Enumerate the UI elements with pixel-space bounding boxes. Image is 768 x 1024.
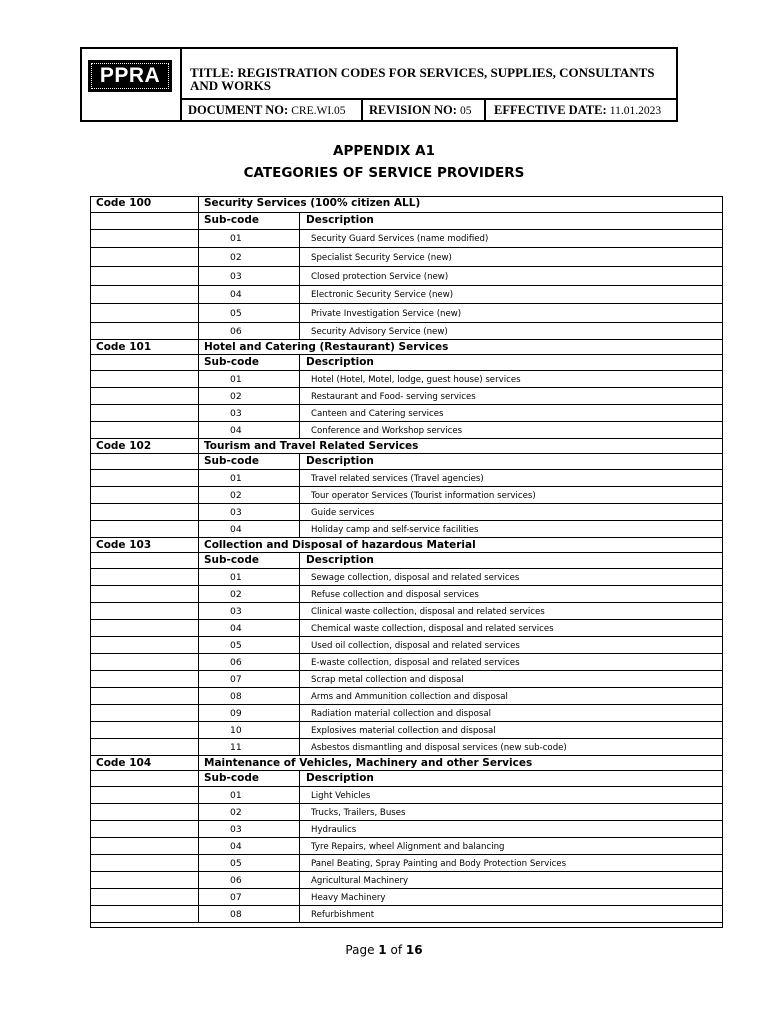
table-row [90,603,723,620]
description-header: Description [306,214,374,226]
description-header: Description [306,554,374,566]
document-header [80,47,678,122]
subcode-cell: 01 [199,470,300,486]
logo-cell [82,49,182,120]
category-title: Security Services (100% citizen ALL) [204,197,421,209]
table-row [90,586,723,603]
description-cell: Closed protection Service (new) [311,272,449,282]
table-row [90,838,723,855]
revision-number [369,100,472,120]
empty-cell [90,405,199,421]
description-cell: Conference and Workshop services [311,426,463,436]
subcode-cell: 11 [199,739,300,755]
empty-cell [90,371,199,387]
subcode-header: Sub-code [199,553,300,568]
category-code: Code 103 [90,538,199,552]
page-total: 16 [405,943,423,957]
table-row [90,487,723,504]
description-header: Description [306,772,374,784]
table-row [90,705,723,722]
description-header: Description [306,356,374,368]
doc-no-value: CRE.WI.05 [291,105,346,117]
table-row [90,804,723,821]
table-row [90,787,723,804]
description-cell: Restaurant and Food- serving services [311,392,476,402]
empty-cell [90,821,199,837]
table-row [90,671,723,688]
empty-cell [90,906,199,922]
description-cell: Sewage collection, disposal and related services [311,573,520,583]
empty-cell [90,286,199,303]
table-row [90,304,723,323]
subcode-cell: 05 [199,855,300,871]
category-code: Code 104 [90,756,199,770]
doc-no-label: DOCUMENT NO: [188,103,289,117]
description-header: Description [306,455,374,467]
subcode-cell: 10 [199,722,300,738]
description-cell: Security Advisory Service (new) [311,327,448,337]
table-row [90,739,723,756]
category-row [90,538,723,553]
revision-label: REVISION NO: [369,103,457,117]
column-header-row [90,454,723,470]
logo-text: PPRA [91,63,169,89]
description-cell: Hydraulics [311,825,357,835]
description-cell: Heavy Machinery [311,893,386,903]
subcode-cell: 03 [199,504,300,520]
empty-cell [90,504,199,520]
category-title: Hotel and Catering (Restaurant) Services [204,341,449,353]
empty-cell [90,569,199,585]
table-row [90,371,723,388]
empty-cell [90,872,199,888]
revision-value: 05 [460,105,472,117]
description-cell: Chemical waste collection, disposal and related services [311,624,554,634]
empty-cell [90,586,199,602]
empty-cell [90,248,199,266]
empty-cell [90,388,199,404]
table-row [90,872,723,889]
table-row [90,470,723,487]
subcode-cell: 04 [199,620,300,636]
empty-cell [90,637,199,653]
category-code: Code 101 [90,340,199,354]
table-row [90,569,723,586]
description-cell: Radiation material collection and disposal [311,709,491,719]
table-row [90,889,723,906]
subcode-cell: 04 [199,286,300,303]
subcode-cell: 04 [199,422,300,438]
empty-cell [90,323,199,339]
document-title: TITLE: REGISTRATION CODES FOR SERVICES, SUPPLIES, CONSULTANTS AND WORKS [190,65,655,93]
empty-cell [90,855,199,871]
empty-cell [90,889,199,905]
column-header-row [90,355,723,371]
subcode-cell: 01 [199,371,300,387]
subcode-cell: 07 [199,889,300,905]
description-cell: Holiday camp and self-service facilities [311,525,479,535]
empty-cell [90,722,199,738]
table-row [90,230,723,248]
empty-cell [90,487,199,503]
empty-cell [90,671,199,687]
description-cell: Travel related services (Travel agencies) [311,474,484,484]
description-cell: Tyre Repairs, wheel Alignment and balancing [311,842,505,852]
subcode-cell: 04 [199,521,300,537]
empty-cell [90,739,199,755]
category-row [90,196,723,213]
description-cell: Arms and Ammunition collection and disposal [311,692,508,702]
subcode-cell: 04 [199,838,300,854]
empty-cell [90,470,199,486]
description-cell: Panel Beating, Spray Painting and Body Protection Services [311,859,567,869]
description-cell: Refurbishment [311,910,375,920]
categories-heading: CATEGORIES OF SERVICE PROVIDERS [243,165,525,181]
category-code: Code 100 [90,196,199,212]
page-label: Page [345,943,375,957]
header-separator [361,100,363,120]
empty-cell [90,804,199,820]
description-cell: Tour operator Services (Tourist information services) [311,491,536,501]
subcode-cell: 05 [199,637,300,653]
table-row [90,637,723,654]
table-row [90,388,723,405]
subcode-header: Sub-code [199,355,300,370]
table-row [90,821,723,838]
category-row [90,756,723,771]
subcode-cell: 03 [199,267,300,285]
subcode-cell: 02 [199,487,300,503]
description-cell: Refuse collection and disposal services [311,590,479,600]
empty-cell [90,521,199,537]
subcode-cell: 08 [199,688,300,704]
effective-date [494,100,661,120]
empty-cell [90,654,199,670]
category-row [90,439,723,454]
table-row [90,248,723,267]
description-cell: Explosives material collection and disposal [311,726,496,736]
subcode-cell: 03 [199,603,300,619]
empty-cell [90,771,199,786]
ppra-logo [88,60,172,92]
category-title: Maintenance of Vehicles, Machinery and other Services [204,757,533,769]
category-title: Tourism and Travel Related Services [204,440,419,452]
table-row [90,688,723,705]
description-cell: Asbestos dismantling and disposal services (new sub-code) [311,743,567,753]
description-cell: E-waste collection, disposal and related services [311,658,520,668]
subcode-cell: 07 [199,671,300,687]
page-footer [0,943,768,957]
subcode-cell: 02 [199,804,300,820]
description-cell: Guide services [311,508,375,518]
empty-cell [90,213,199,229]
subcode-cell: 01 [199,230,300,247]
table-row [90,620,723,637]
description-cell: Private Investigation Service (new) [311,309,462,319]
category-title: Collection and Disposal of hazardous Material [204,539,476,551]
empty-cell [90,620,199,636]
empty-cell [90,422,199,438]
subcode-cell: 02 [199,388,300,404]
subcode-cell: 01 [199,787,300,803]
empty-cell [90,454,199,469]
description-cell: Agricultural Machinery [311,876,409,886]
table-row [90,722,723,739]
subcode-cell: 03 [199,405,300,421]
effective-value: 11.01.2023 [609,105,662,117]
subcode-header: Sub-code [199,454,300,469]
table-row [90,323,723,340]
table-row [90,654,723,671]
subcode-cell: 06 [199,872,300,888]
category-code: Code 102 [90,439,199,453]
category-row [90,340,723,355]
subcode-cell: 06 [199,654,300,670]
description-cell: Trucks, Trailers, Buses [311,808,406,818]
table-row [90,422,723,439]
page-number: 1 [378,943,387,957]
description-cell: Hotel (Hotel, Motel, lodge, guest house) services [311,375,521,385]
header-separator [484,100,486,120]
table-row [90,906,723,923]
subcode-cell: 08 [199,906,300,922]
empty-cell [90,355,199,370]
description-cell: Canteen and Catering services [311,409,444,419]
column-header-row [90,553,723,569]
appendix-heading: APPENDIX A1 [333,143,435,159]
table-row [90,521,723,538]
description-cell: Light Vehicles [311,791,371,801]
column-header-row [90,213,723,230]
table-row [90,405,723,422]
empty-cell [90,304,199,322]
subcode-cell: 02 [199,586,300,602]
empty-cell [90,230,199,247]
subcode-cell: 09 [199,705,300,721]
description-cell: Security Guard Services (name modified) [311,234,489,244]
effective-label: EFFECTIVE DATE: [494,103,607,117]
subcode-cell: 06 [199,323,300,339]
empty-cell [90,688,199,704]
column-header-row [90,771,723,787]
empty-cell [90,787,199,803]
subcode-header: Sub-code [199,213,300,229]
description-cell: Scrap metal collection and disposal [311,675,464,685]
subcode-cell: 01 [199,569,300,585]
description-cell: Clinical waste collection, disposal and related services [311,607,545,617]
subcode-header: Sub-code [199,771,300,786]
empty-cell [90,267,199,285]
description-cell: Electronic Security Service (new) [311,290,454,300]
empty-cell [90,603,199,619]
table-row [90,855,723,872]
of-label: of [390,943,403,957]
description-cell: Specialist Security Service (new) [311,253,452,263]
subcode-cell: 05 [199,304,300,322]
table-row [90,286,723,304]
subcode-cell: 03 [199,821,300,837]
empty-cell [90,705,199,721]
table-row [90,504,723,521]
description-cell: Used oil collection, disposal and related services [311,641,520,651]
subcode-cell: 02 [199,248,300,266]
empty-cell [90,838,199,854]
document-number [188,100,346,120]
table-row [90,267,723,286]
empty-cell [90,553,199,568]
